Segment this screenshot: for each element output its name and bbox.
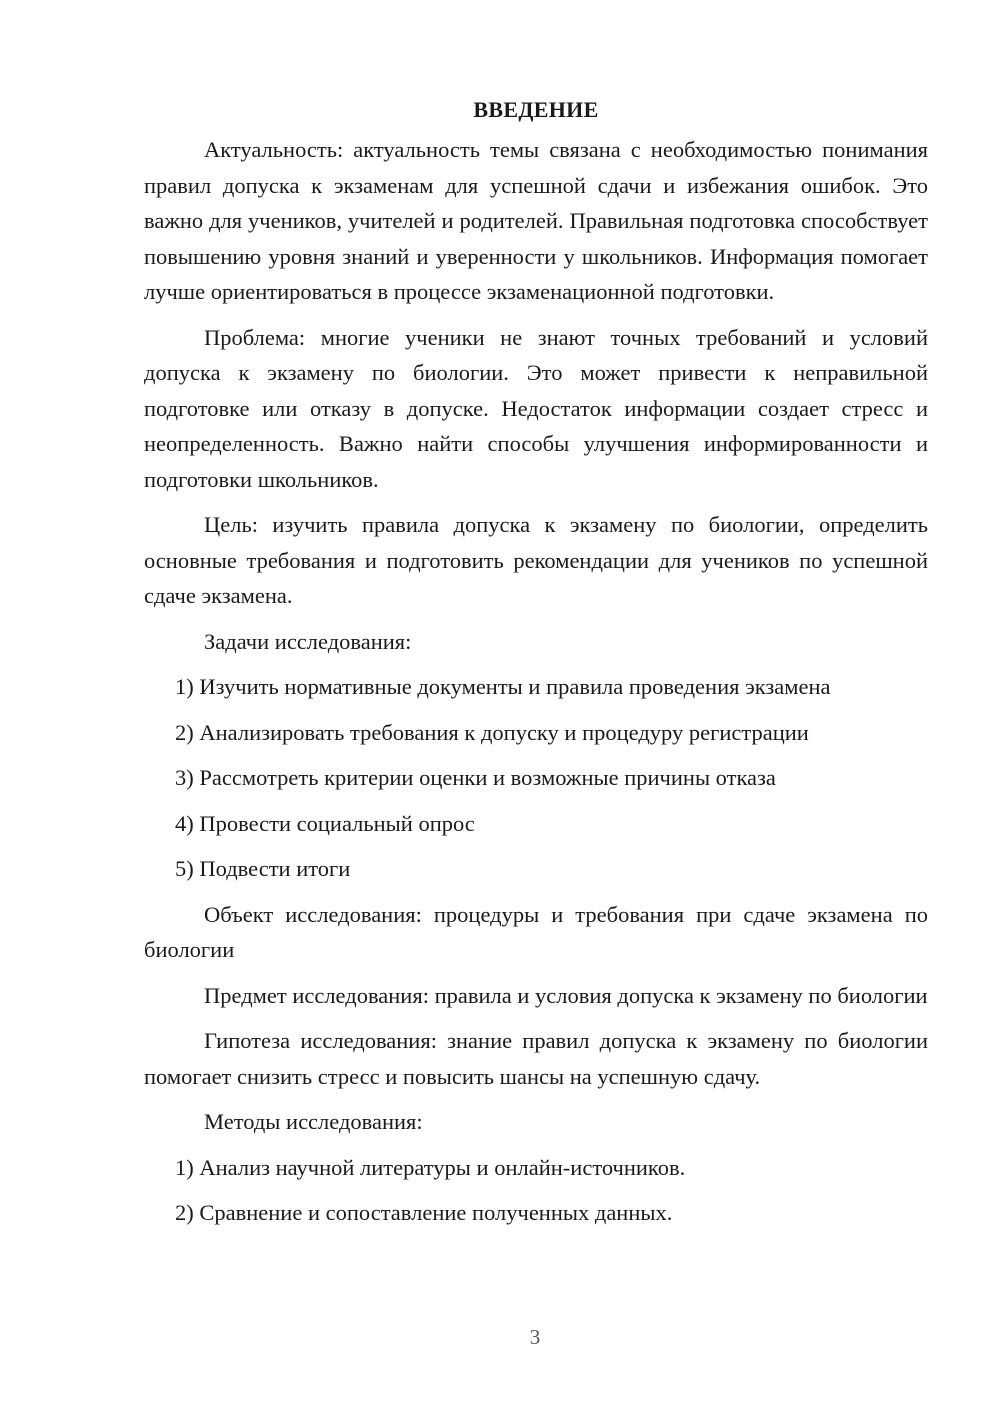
subject-paragraph: Предмет исследования: правила и условия допуска к экзамену по биологии bbox=[204, 982, 928, 1008]
document-page bbox=[144, 96, 928, 1241]
method-item: 2) Сравнение и сопоставление полученных данных. bbox=[175, 1200, 673, 1225]
page-number: 3 bbox=[529, 1325, 541, 1349]
task-item: 2) Анализировать требования к допуску и процедуру регистрации bbox=[175, 719, 809, 745]
methods-list bbox=[144, 1150, 928, 1231]
hypothesis-paragraph: Гипотеза исследования: знание правил допуска к экзамену по биологии помогает снизить стресс и повысить шансы на успешную сдачу. bbox=[144, 1028, 928, 1089]
task-item: 1) Изучить нормативные документы и правила проведения экзамена bbox=[175, 674, 831, 699]
task-item: 3) Рассмотреть критерии оценки и возможные причины отказа bbox=[175, 765, 776, 790]
methods-heading: Методы исследования: bbox=[204, 1109, 423, 1134]
page-title: ВВЕДЕНИЕ bbox=[473, 97, 599, 122]
task-item: 5) Подвести итоги bbox=[175, 856, 351, 881]
goal-paragraph: Цель: изучить правила допуска к экзамену по биологии, определить основные требования и подготовить рекомендации для учеников по успешной сдаче экзамена. bbox=[144, 512, 928, 608]
tasks-heading: Задачи исследования: bbox=[204, 628, 412, 654]
task-item: 4) Провести социальный опрос bbox=[175, 810, 475, 836]
relevance-paragraph: Актуальность: актуальность темы связана с необходимостью понимания правил допуска к экзаменам для успешной сдачи и избежания ошибок. Это важно для учеников, учителей и родителей. Правильная подготовка способствует повышению уровня знаний и уверенности у школьников. Информация помогает лучше ориентироваться в процессе экзаменационной подготовки. bbox=[144, 137, 928, 304]
tasks-list bbox=[144, 669, 928, 887]
object-paragraph: Объект исследования: процедуры и требования при сдаче экзамена по биологии bbox=[144, 901, 928, 962]
problem-paragraph: Проблема: многие ученики не знают точных требований и условий допуска к экзамену по биологии. Это может привести к неправильной подготовке или отказу в допуске. Недостаток информации создает стресс и неопределенность. Важно найти способы улучшения информированности и подготовки школьников. bbox=[144, 324, 928, 492]
method-item: 1) Анализ научной литературы и онлайн-источников. bbox=[175, 1154, 686, 1180]
